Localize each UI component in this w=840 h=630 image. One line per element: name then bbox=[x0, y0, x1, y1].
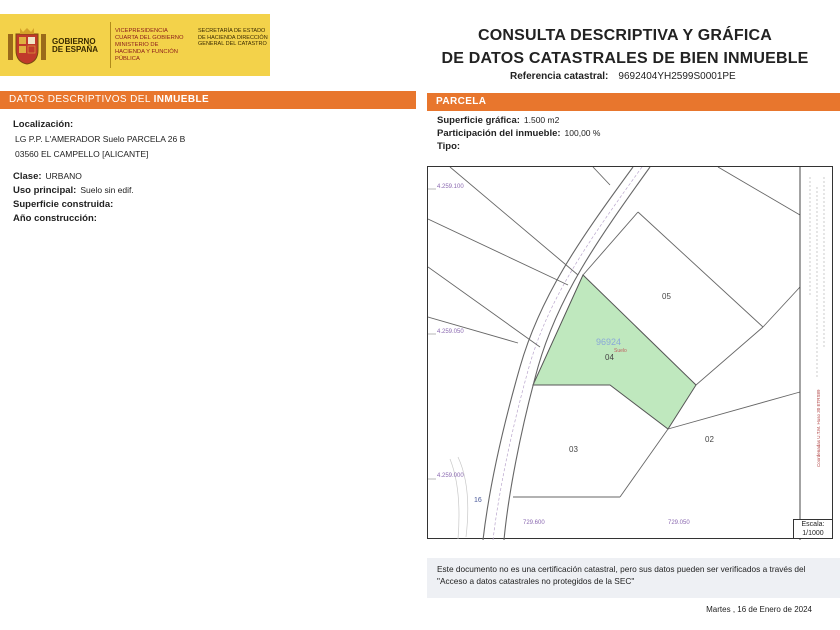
tipo-label: Tipo: bbox=[437, 141, 461, 152]
document-date: Martes , 16 de Enero de 2024 bbox=[706, 605, 812, 614]
uso-row bbox=[13, 185, 134, 196]
title-line-1: CONSULTA DESCRIPTIVA Y GRÁFICA bbox=[477, 27, 772, 44]
scale-box bbox=[793, 519, 833, 539]
ref-value: 9692404YH2599S0001PE bbox=[618, 71, 736, 82]
participacion-value: 100,00 % bbox=[564, 128, 601, 138]
ministry-name: VICEPRESIDENCIA CUARTA DEL GOBIERNO MINISTERIO DE HACIENDA Y FUNCIÓN PÚBLICA bbox=[115, 28, 184, 62]
clase-value: URBANO bbox=[45, 171, 82, 181]
title-line-2: DE DATOS CATASTRALES DE BIEN INMUEBLE bbox=[441, 50, 809, 67]
uso-label: Uso principal: bbox=[13, 185, 77, 196]
anio-construccion-label: Año construcción: bbox=[13, 213, 97, 224]
coat-of-arms-icon bbox=[6, 26, 48, 66]
cadastral-map bbox=[427, 166, 833, 539]
lot-04-label: 04 bbox=[605, 353, 614, 362]
clase-label: Clase: bbox=[13, 171, 42, 182]
logo-divider bbox=[110, 22, 111, 68]
superficie-grafica-row bbox=[437, 115, 559, 126]
uso-value: Suelo sin edif. bbox=[80, 185, 134, 195]
localizacion-line-1: LG P.P. L'AMERADOR Suelo PARCELA 26 B bbox=[15, 134, 186, 144]
secretaria-name: SECRETARÍA DE ESTADO DE HACIENDA DIRECCIÓN GENERAL DEL CATASTRO bbox=[198, 28, 268, 48]
ref-label: Referencia catastral: bbox=[510, 71, 609, 82]
superficie-construida-label: Superficie construida: bbox=[13, 199, 114, 210]
coord-y-top: 4.259.100 bbox=[437, 184, 464, 190]
cadastral-reference bbox=[510, 71, 736, 82]
superficie-grafica-label: Superficie gráfica: bbox=[437, 115, 520, 126]
coord-y-middle: 4.259.050 bbox=[437, 329, 464, 335]
parcel-sub-label: Suelo bbox=[614, 348, 627, 354]
participacion-row bbox=[437, 128, 600, 139]
government-logo-banner bbox=[0, 14, 270, 76]
document-title bbox=[430, 24, 820, 70]
lot-02-label: 02 bbox=[705, 435, 714, 444]
lot-03-label: 03 bbox=[569, 445, 578, 454]
parcel-bar: PARCELA bbox=[427, 93, 840, 111]
coord-y-bottom: 4.259.000 bbox=[437, 473, 464, 479]
clase-row bbox=[13, 171, 82, 182]
coord-x-left: 729.600 bbox=[523, 520, 545, 526]
superficie-grafica-value: 1.500 m2 bbox=[523, 115, 560, 125]
side-number-label: 16 bbox=[474, 497, 482, 504]
scale-label: Escala: bbox=[801, 521, 825, 528]
lot-05-label: 05 bbox=[662, 292, 671, 301]
legend-text: Coordenadas U.T.M. Huso 30 ETRS89 bbox=[816, 389, 821, 467]
descriptive-data-bar bbox=[0, 91, 416, 109]
localizacion-label: Localización: bbox=[13, 119, 74, 130]
bar-left-bold: INMUEBLE bbox=[153, 94, 210, 105]
localizacion-line-2: 03560 EL CAMPELLO [ALICANTE] bbox=[15, 149, 149, 159]
scale-value: 1/1000 bbox=[802, 530, 824, 537]
coord-x-right: 729.050 bbox=[668, 520, 690, 526]
verification-notice: Este documento no es una certificación catastral, pero sus datos pueden ser verificados a través del "Acceso a datos catastrales no protegidos de la SEC" bbox=[427, 558, 840, 598]
parcel-ref-label: 96924 bbox=[596, 337, 622, 347]
map-drawing bbox=[428, 167, 834, 540]
bar-left-prefix: DATOS DESCRIPTIVOS DEL bbox=[9, 94, 151, 105]
participacion-label: Participación del inmueble: bbox=[437, 128, 561, 139]
gov-name: GOBIERNO DE ESPAÑA bbox=[52, 37, 99, 55]
